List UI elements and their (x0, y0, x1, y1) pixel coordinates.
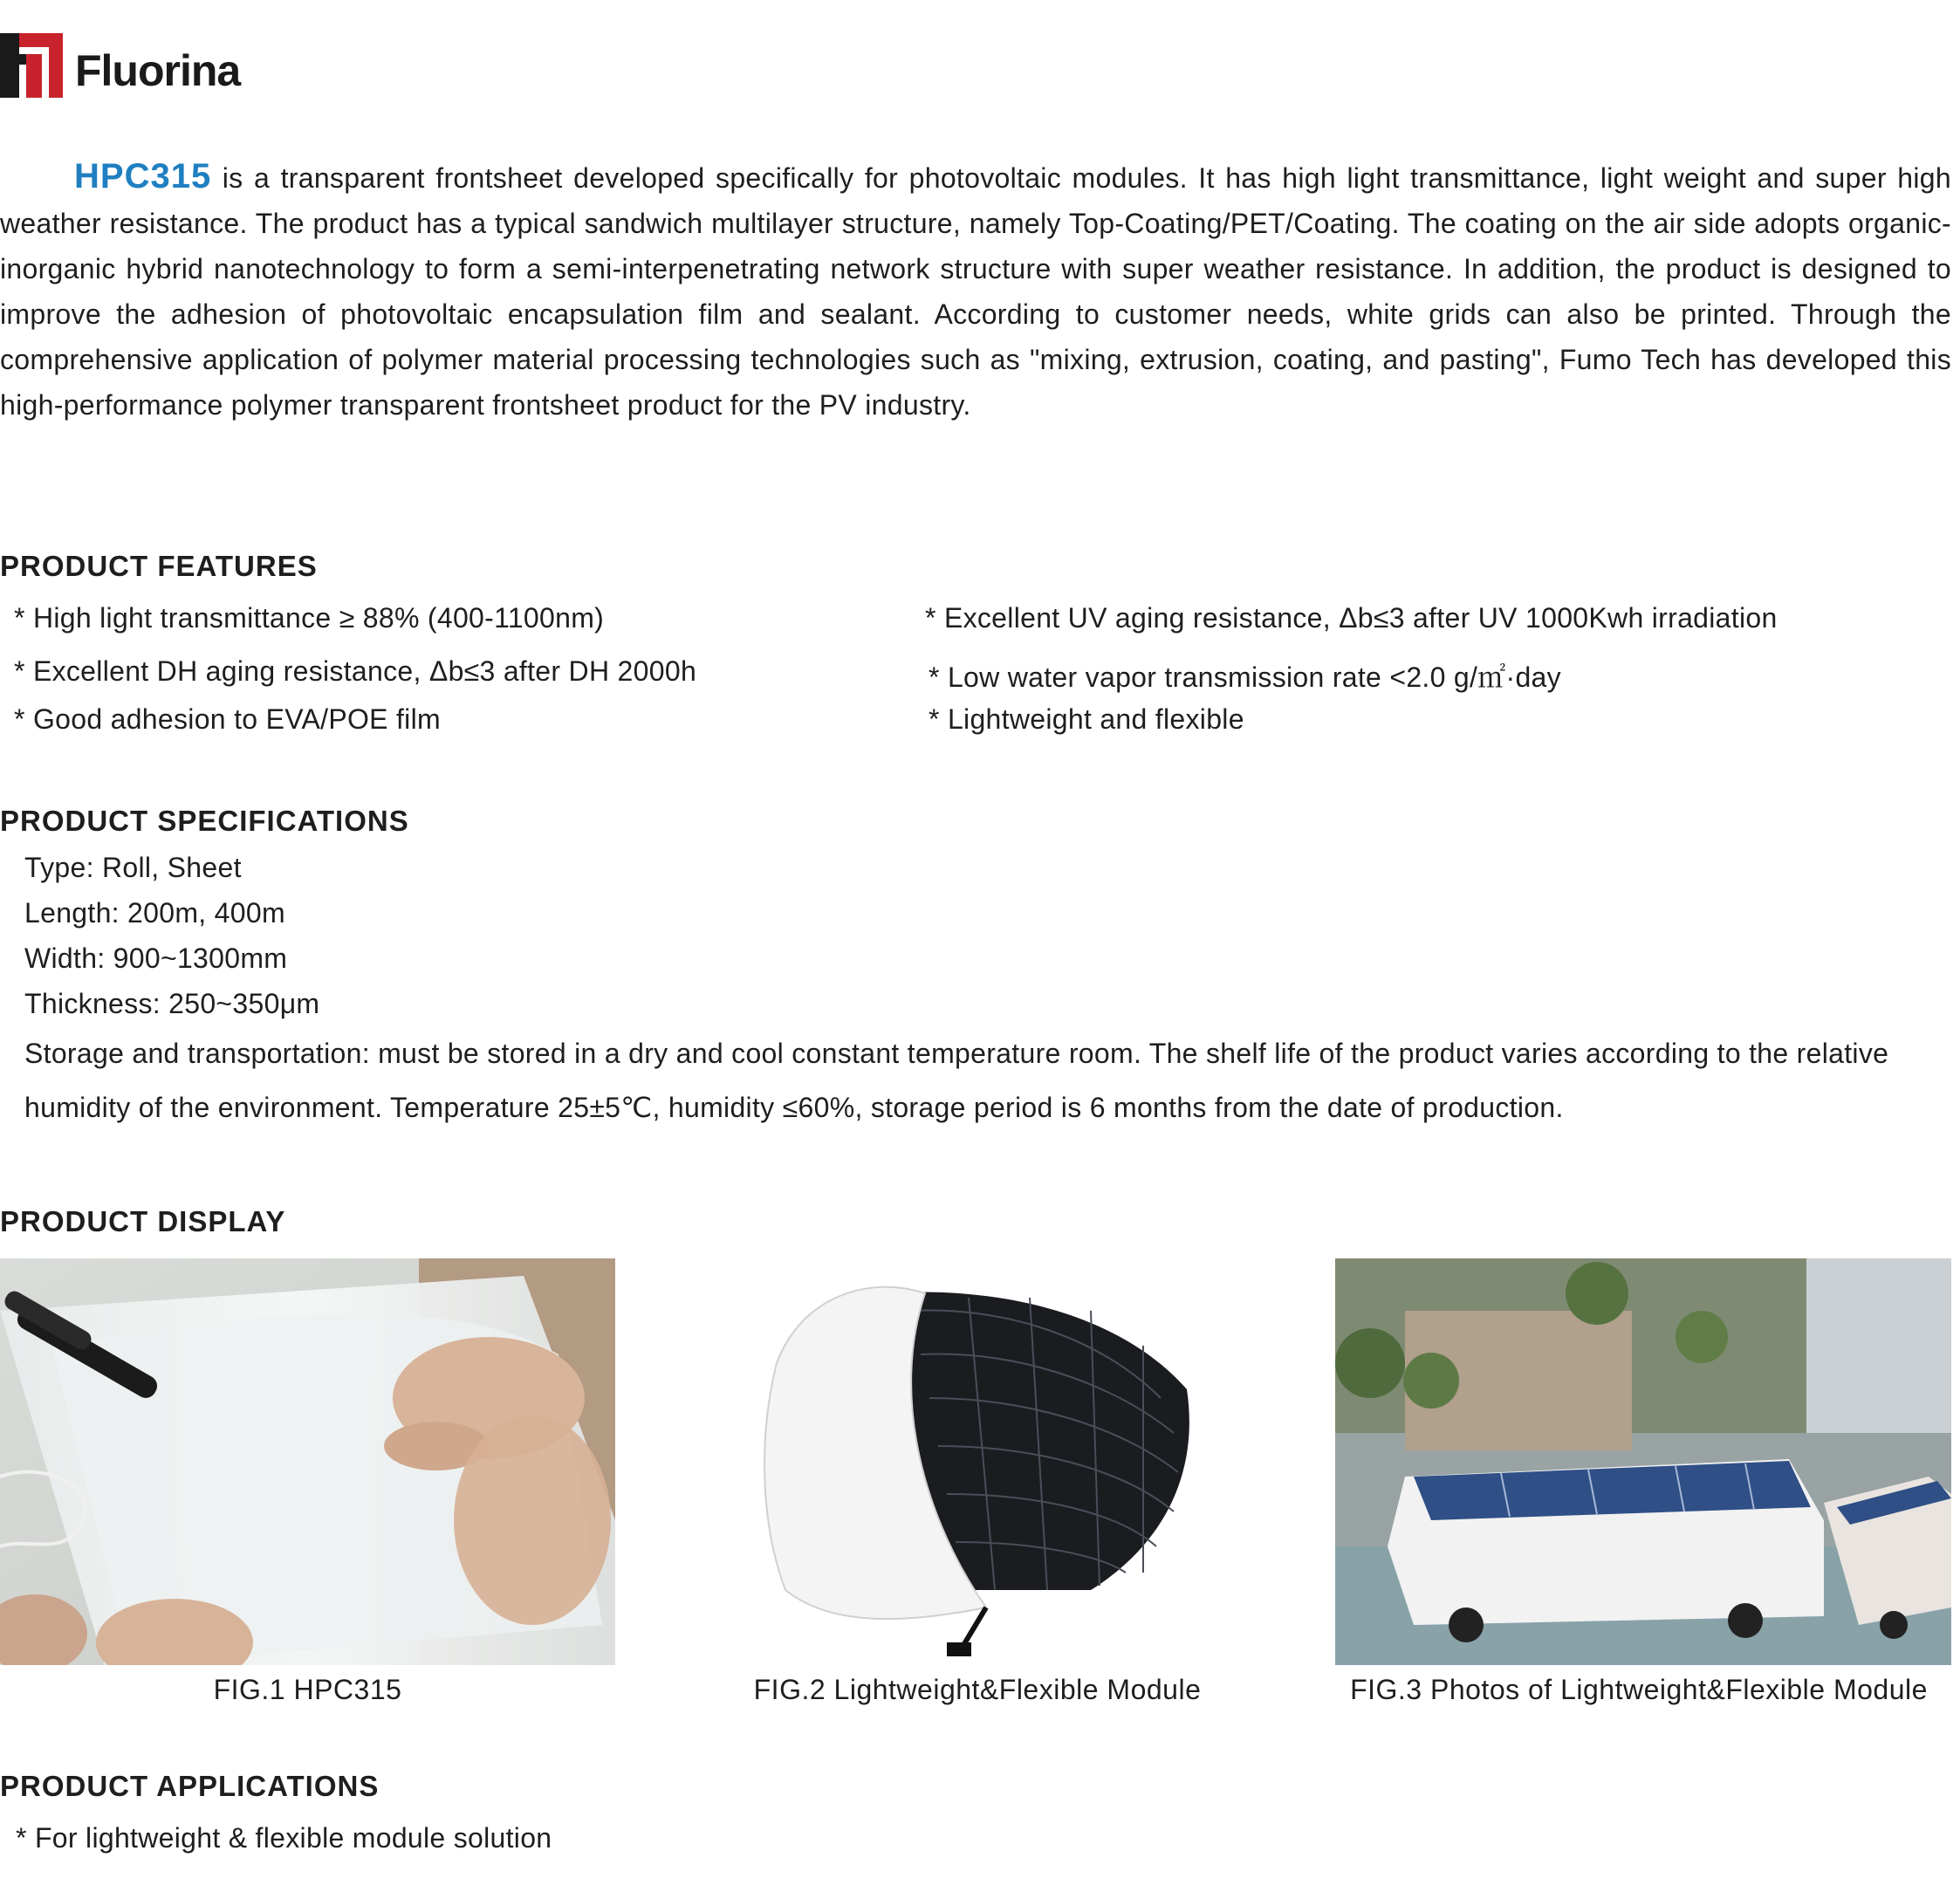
figure-1-caption: FIG.1 HPC315 (213, 1674, 402, 1705)
product-code: HPC315 (74, 157, 212, 195)
figure-1-image (0, 1258, 615, 1665)
feature-item: * Good adhesion to EVA/POE film (14, 703, 441, 735)
brand-name: Fluorina (75, 46, 241, 95)
feature-item: * Excellent UV aging resistance, Δb≤3 after UV 1000Kwh irradiation (925, 602, 1778, 634)
spec-type: Type: Roll, Sheet (24, 852, 242, 883)
figure-3-image (1335, 1258, 1951, 1665)
spec-width: Width: 900~1300mm (24, 942, 288, 974)
feature-item: * Lightweight and flexible (929, 703, 1244, 735)
specifications-heading: PRODUCT SPECIFICATIONS (0, 805, 409, 837)
figure-2-image (724, 1258, 1196, 1665)
spec-storage: Storage and transportation: must be stored in a dry and cool constant temperature room. The shelf life of the product varies according to the relative humidity of the environment. Temperature 25±5℃, humidity ≤60%, storage period is 6 months from the date of production. (24, 1038, 1889, 1123)
intro-text: is a transparent frontsheet developed specifically for photovoltaic modules. It has high light transmittance, light weight and super high weather resistance. The product has a typical sandwich multilayer structure, namely Top-Coating/PET/Coating. The coating on the air side adopts organic-inorganic hybrid nanotechnology to form a semi-interpenetrating network structure with super weather resistance. In addition, the product is designed to improve the adhesion of photovoltaic encapsulation film and sealant. According to customer needs, white grids can also be printed. Through the comprehensive application of polymer material processing technologies such as "mixing, extrusion, coating, and pasting", Fumo Tech has developed this high-performance polymer transparent frontsheet product for the PV industry. (0, 162, 1951, 421)
fluorina-logo-icon (0, 33, 63, 98)
figure-2-caption: FIG.2 Lightweight&Flexible Module (753, 1674, 1202, 1705)
spec-length: Length: 200m, 400m (24, 897, 285, 929)
figure-3-caption: FIG.3 Photos of Lightweight&Flexible Module (1350, 1674, 1928, 1705)
features-heading: PRODUCT FEATURES (0, 550, 318, 582)
feature-item: * Excellent DH aging resistance, Δb≤3 after DH 2000h (14, 655, 697, 687)
feature-item: * High light transmittance ≥ 88% (400-1100nm) (14, 602, 605, 634)
spec-thickness: Thickness: 250~350μm (24, 988, 320, 1019)
application-item: * For lightweight & flexible module solution (16, 1822, 552, 1854)
display-heading: PRODUCT DISPLAY (0, 1205, 286, 1237)
intro-paragraph (0, 154, 1951, 428)
feature-item: * Low water vapor transmission rate <2.0 g/㎡·day (929, 661, 1561, 693)
specifications-list (0, 845, 1951, 1134)
applications-heading: PRODUCT APPLICATIONS (0, 1770, 380, 1802)
